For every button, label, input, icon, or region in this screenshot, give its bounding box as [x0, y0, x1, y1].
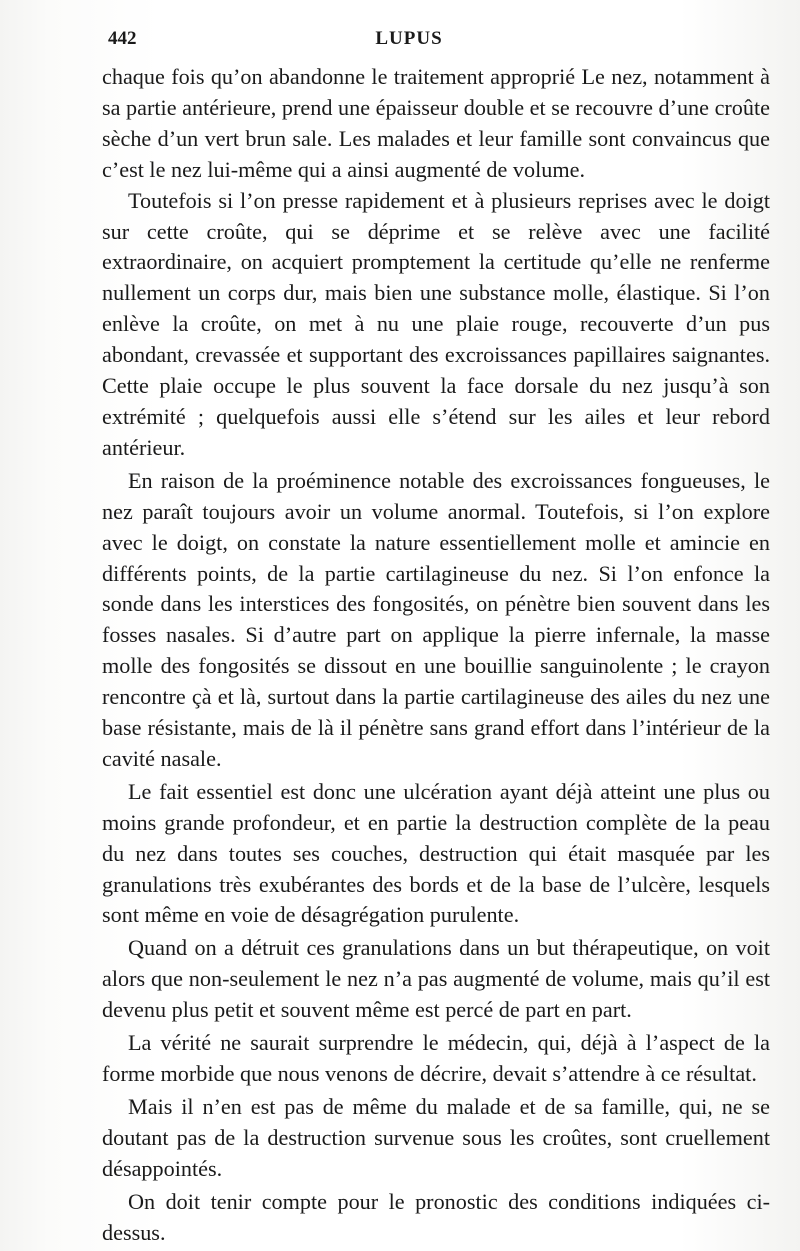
paragraph-1: chaque fois qu’on abandonne le traitement approprié Le nez, notamment à sa partie antérieure, prend une épaisseur double et se recouvre d’une croûte sèche d’un vert brun sale. Les malades et leur famille sont convaincus que c’est le nez lui-même qui a ainsi augmenté de volume. [102, 64, 770, 182]
page-number: 442 [108, 28, 137, 49]
paragraph-3: En raison de la proéminence notable des excroissances fongueuses, le nez paraît toujours avoir un volume anormal. Toutefois, si l’on explore avec le doigt, on constate la nature essentiellement molle et amincie en différents points, de la partie cartilagineuse du nez. Si l’on enfonce la sonde dans les interstices des fongosités, on pénètre bien souvent dans les fosses nasales. Si d’autre part on applique la pierre infernale, la masse molle des fongosités se dissout en une bouillie sanguinolente ; le crayon rencontre çà et là, surtout dans la partie cartilagineuse des ailes du nez une base résistante, mais de là il pénètre sans grand effort dans l’intérieur de la cavité nasale. [102, 467, 770, 771]
running-head: LUPUS [375, 28, 443, 49]
paragraph-6: La vérité ne saurait surprendre le médecin, qui, déjà à l’aspect de la forme morbide que nous venons de décrire, devait s’attendre à ce résultat. [102, 1030, 770, 1086]
paragraph-8: On doit tenir compte pour le pronostic des conditions indiquées ci-dessus. [102, 1188, 770, 1245]
paragraph-2: Toutefois si l’on presse rapidement et à plusieurs reprises avec le doigt sur cette croûte, qui se déprime et se relève avec une facilité extraordinaire, on acquiert promptement la certitude qu’elle ne renferme nullement un corps dur, mais bien une substance molle, élastique. Si l’on enlève la croûte, on met à nu une plaie rouge, recouverte d’un pus abondant, crevassée et supportant des excroissances papillaires saignantes. Cette plaie occupe le plus souvent la face dorsale du nez jusqu’à son extrémité ; quelquefois aussi elle s’étend sur les ailes et leur rebord antérieur. [102, 187, 770, 460]
paragraph-7: Mais il n’en est pas de même du malade et de sa famille, qui, ne se doutant pas de la destruction survenue sous les croûtes, sont cruellement désappointés. [102, 1093, 770, 1181]
page-header [108, 28, 770, 52]
paragraph-5: Quand on a détruit ces granulations dans un but thérapeutique, on voit alors que non-seulement le nez n’a pas augmenté de volume, mais qu’il est devenu plus petit et souvent même est percé de part en part. [102, 935, 770, 1023]
paragraph-4: Le fait essentiel est donc une ulcération ayant déjà atteint une plus ou moins grande profondeur, et en partie la destruction complète de la peau du nez dans toutes ses couches, destruction qui était masquée par les granulations très exubérantes des bords et de la base de l’ulcère, lesquels sont même en voie de désagrégation purulente. [102, 778, 770, 928]
body-text [102, 62, 770, 1248]
